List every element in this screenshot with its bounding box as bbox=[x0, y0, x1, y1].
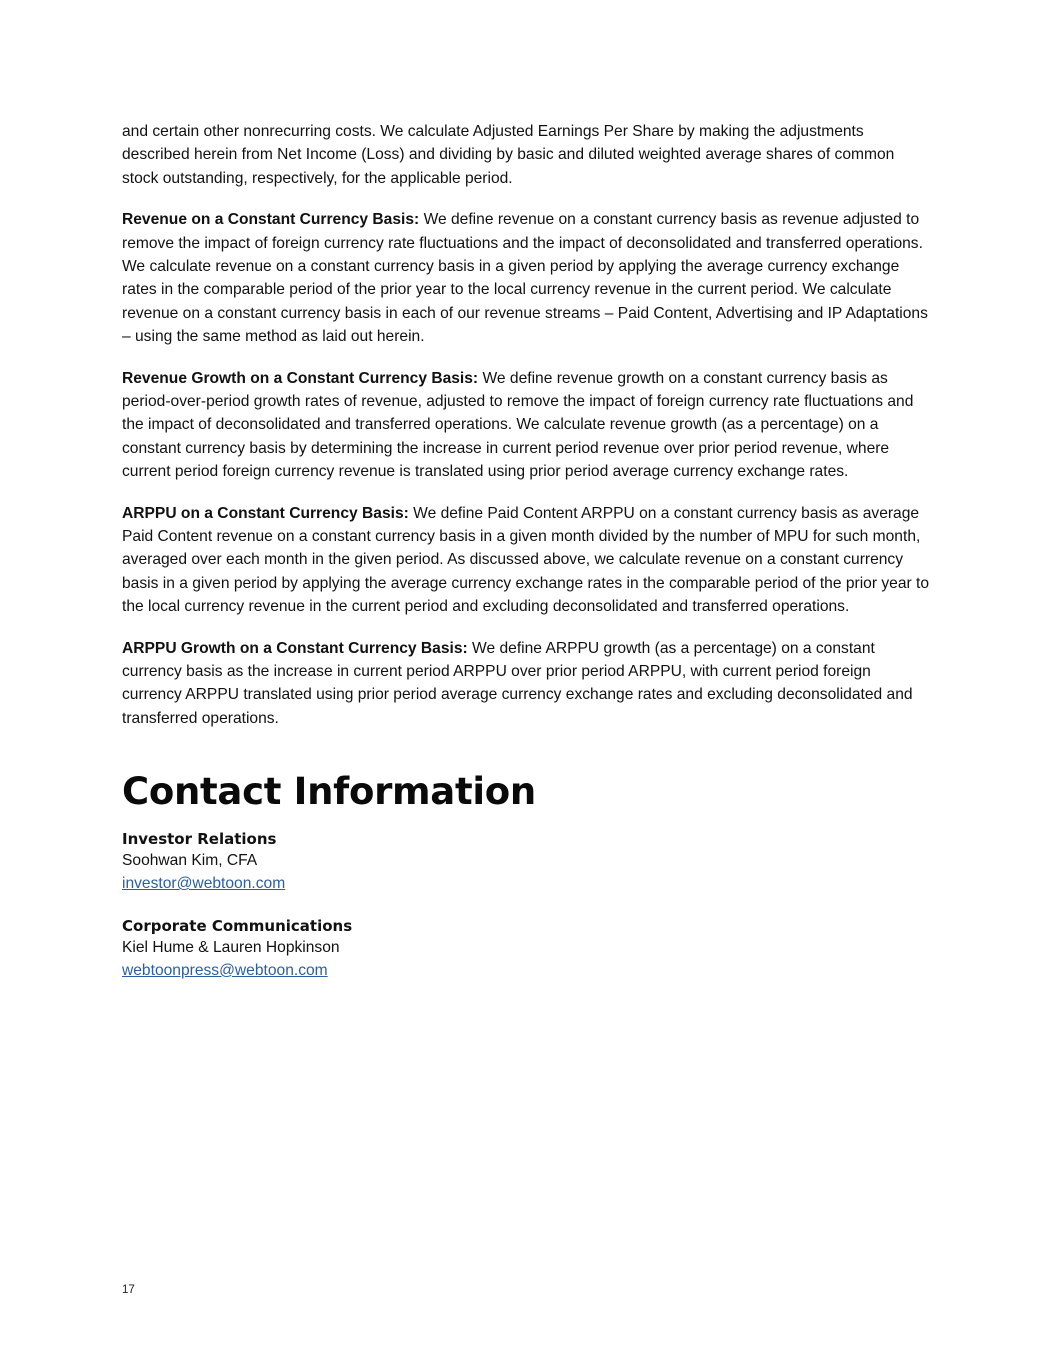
corporate-communications-name: Kiel Hume & Lauren Hopkinson bbox=[122, 939, 340, 957]
corporate-communications-contact bbox=[122, 915, 934, 983]
document-page bbox=[122, 120, 934, 1001]
investor-relations-title: Investor Relations bbox=[122, 829, 277, 848]
investor-relations-contact bbox=[122, 828, 934, 896]
paragraph-term: Revenue on a Constant Currency Basis: bbox=[122, 211, 420, 229]
paragraph-text: We define ARPPU growth (as a percentage) on a constant currency basis as the increase in current period ARPPU over prior period ARPPU, with current period foreign currency ARPPU translated using prior period average currency exchange rates and excluding deconsolidated and transferred operations. bbox=[122, 639, 913, 727]
paragraph-term: Revenue Growth on a Constant Currency Basis: bbox=[122, 369, 479, 387]
paragraph-term: ARPPU Growth on a Constant Currency Basis: bbox=[122, 639, 468, 657]
investor-relations-name: Soohwan Kim, CFA bbox=[122, 852, 258, 870]
paragraph-revenue-constant-currency bbox=[122, 208, 934, 348]
paragraph-term: ARPPU on a Constant Currency Basis: bbox=[122, 504, 409, 522]
contact-heading: Contact Information bbox=[122, 769, 536, 813]
paragraph-text: and certain other nonrecurring costs. We calculate Adjusted Earnings Per Share by making the adjustments described herein from Net Income (Loss) and dividing by basic and diluted weighted average shares of common stock outstanding, respectively, for the applicable period. bbox=[122, 123, 895, 187]
paragraph-arppu-constant-currency bbox=[122, 502, 934, 618]
paragraph-arppu-growth-constant-currency bbox=[122, 637, 934, 730]
paragraph-text: We define Paid Content ARPPU on a constant currency basis as average Paid Content revenue on a constant currency basis in a given month divided by the number of MPU for such month, averaged over each month in the given period. As discussed above, we calculate revenue on a constant currency basis in a given period by applying the average currency exchange rates in the comparable period of the prior year to the local currency revenue in the current period and excluding deconsolidated and transferred operations. bbox=[122, 504, 930, 615]
press-email-link[interactable]: webtoonpress@webtoon.com bbox=[122, 961, 328, 979]
paragraph-text: We define revenue growth on a constant currency basis as period-over-period growth rates of revenue, adjusted to remove the impact of foreign currency rate fluctuations and the impact of deconsolidated and transferred operations. We calculate revenue growth (as a percentage) on a constant currency basis by determining the increase in current period revenue over prior period revenue, where current period foreign currency revenue is translated using prior period average currency exchange rates. bbox=[122, 369, 914, 480]
investor-email-link[interactable]: investor@webtoon.com bbox=[122, 875, 286, 893]
corporate-communications-title: Corporate Communications bbox=[122, 916, 353, 935]
paragraph-revenue-growth-constant-currency bbox=[122, 367, 934, 483]
paragraph-text: We define revenue on a constant currency basis as revenue adjusted to remove the impact of foreign currency rate fluctuations and the impact of deconsolidated and transferred operations. We calculate revenue on a constant currency basis in a given period by applying the average currency exchange rates in the comparable period of the prior year to the local currency revenue in the current period. We calculate revenue on a constant currency basis in each of our revenue streams – Paid Content, Advertising and IP Adaptations – using the same method as laid out herein. bbox=[122, 211, 928, 345]
paragraph-adjusted-eps-continuation bbox=[122, 120, 934, 190]
page-number: 17 bbox=[122, 1284, 135, 1296]
